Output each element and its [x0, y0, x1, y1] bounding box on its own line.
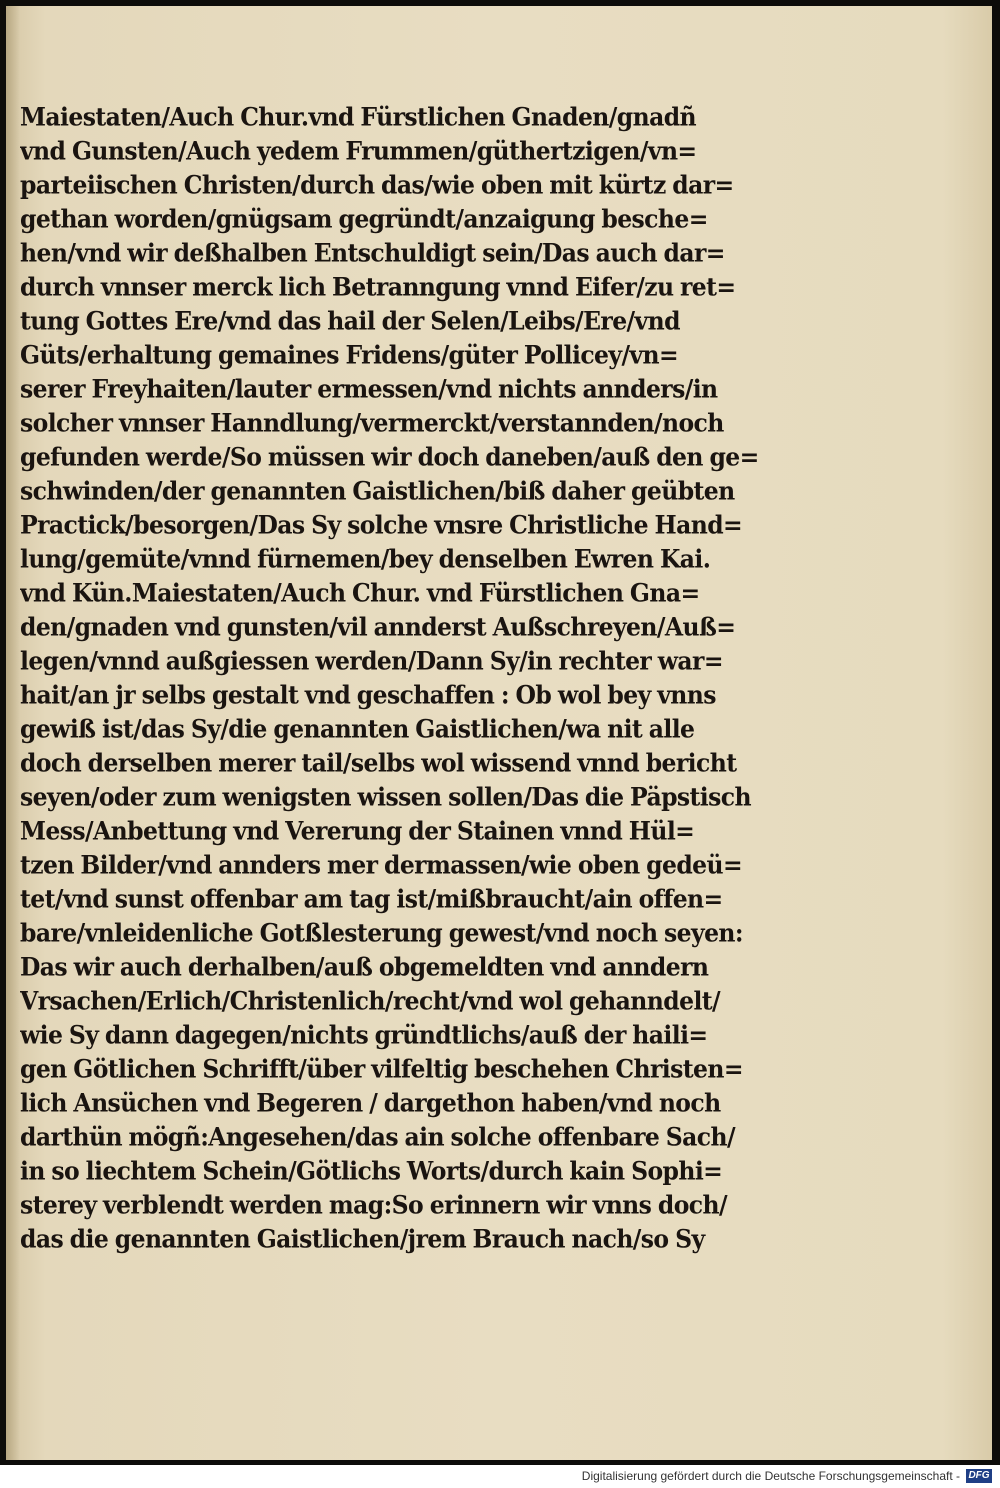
- footer-bar: [0, 1465, 1000, 1488]
- text-line: Das wir auch derhalben/auß obgemeldten vnd anndern: [20, 952, 709, 982]
- text-line: durch vnnser merck lich Betranngung vnnd Eifer/zu ret=: [20, 272, 736, 302]
- text-line: hait/an jr selbs gestalt vnd geschaffen : Ob wol bey vnns: [20, 680, 716, 710]
- text-line: gen Götlichen Schrifft/über vilfeltig beschehen Christen=: [20, 1054, 743, 1084]
- text-line: gethan worden/gnügsam gegründt/anzaigung besche=: [20, 204, 708, 234]
- book-page: [6, 6, 992, 1460]
- text-line: darthün mögñ:Angesehen/das ain solche offenbare Sach/: [20, 1122, 735, 1152]
- text-line: doch derselben merer tail/selbs wol wissend vnnd bericht: [20, 748, 737, 778]
- text-line: solcher vnnser Hanndlung/vermerckt/verstannden/noch: [20, 408, 724, 438]
- text-line: bare/vnleidenliche Gotßlesterung gewest/vnd noch seyen:: [20, 918, 743, 948]
- text-line: in so liechtem Schein/Götlichs Worts/durch kain Sophi=: [20, 1156, 723, 1186]
- text-line: tet/vnd sunst offenbar am tag ist/mißbraucht/ain offen=: [20, 884, 723, 914]
- text-line: Güts/erhaltung gemaines Fridens/güter Pollicey/vn=: [20, 340, 679, 370]
- funding-credit: Digitalisierung gefördert durch die Deutsche Forschungsgemeinschaft -: [581, 1469, 960, 1483]
- text-line: gefunden werde/So müssen wir doch daneben/auß den ge=: [20, 442, 759, 472]
- page-edge-shadow: [6, 6, 20, 1460]
- text-line: Maiestaten/Auch Chur.vnd Fürstlichen Gnaden/gnadñ: [20, 102, 697, 132]
- text-line: parteiischen Christen/durch das/wie oben mit kürtz dar=: [20, 170, 734, 200]
- text-line: schwinden/der genannten Gaistlichen/biß daher geübten: [20, 476, 735, 506]
- text-line: Vrsachen/Erlich/Christenlich/recht/vnd wol gehanndelt/: [20, 986, 721, 1016]
- text-line: das die genannten Gaistlichen/jrem Brauch nach/so Sy: [20, 1224, 705, 1254]
- text-line: wie Sy dann dagegen/nichts gründtlichs/auß der haili=: [20, 1020, 708, 1050]
- text-line: legen/vnnd außgiessen werden/Dann Sy/in rechter war=: [20, 646, 723, 676]
- page-text: [20, 100, 810, 1256]
- text-line: seyen/oder zum wenigsten wissen sollen/Das die Päpstisch: [20, 782, 751, 812]
- text-line: lich Ansüchen vnd Begeren / dargethon haben/vnd noch: [20, 1088, 721, 1118]
- text-line: vnd Kün.Maiestaten/Auch Chur. vnd Fürstlichen Gna=: [20, 578, 700, 608]
- text-line: sterey verblendt werden mag:So erinnern wir vnns doch/: [20, 1190, 727, 1220]
- text-line: lung/gemüte/vnnd fürnemen/bey denselben Ewren Kai.: [20, 544, 711, 574]
- text-line: Practick/besorgen/Das Sy solche vnsre Christliche Hand=: [20, 510, 743, 540]
- text-line: vnd Gunsten/Auch yedem Frummen/güthertzigen/vn=: [20, 136, 697, 166]
- text-line: tung Gottes Ere/vnd das hail der Selen/Leibs/Ere/vnd: [20, 306, 680, 336]
- text-line: Mess/Anbettung vnd Vererung der Stainen vnnd Hül=: [20, 816, 695, 846]
- text-line: gewiß ist/das Sy/die genannten Gaistlichen/wa nit alle: [20, 714, 695, 744]
- text-line: serer Freyhaiten/lauter ermessen/vnd nichts annders/in: [20, 374, 718, 404]
- text-line: den/gnaden vnd gunsten/vil annderst Außschreyen/Auß=: [20, 612, 736, 642]
- text-line: hen/vnd wir deßhalben Entschuldigt sein/Das auch dar=: [20, 238, 725, 268]
- text-line: tzen Bilder/vnd annders mer dermassen/wie oben gedeü=: [20, 850, 743, 880]
- dfg-logo-icon: DFG: [966, 1469, 992, 1483]
